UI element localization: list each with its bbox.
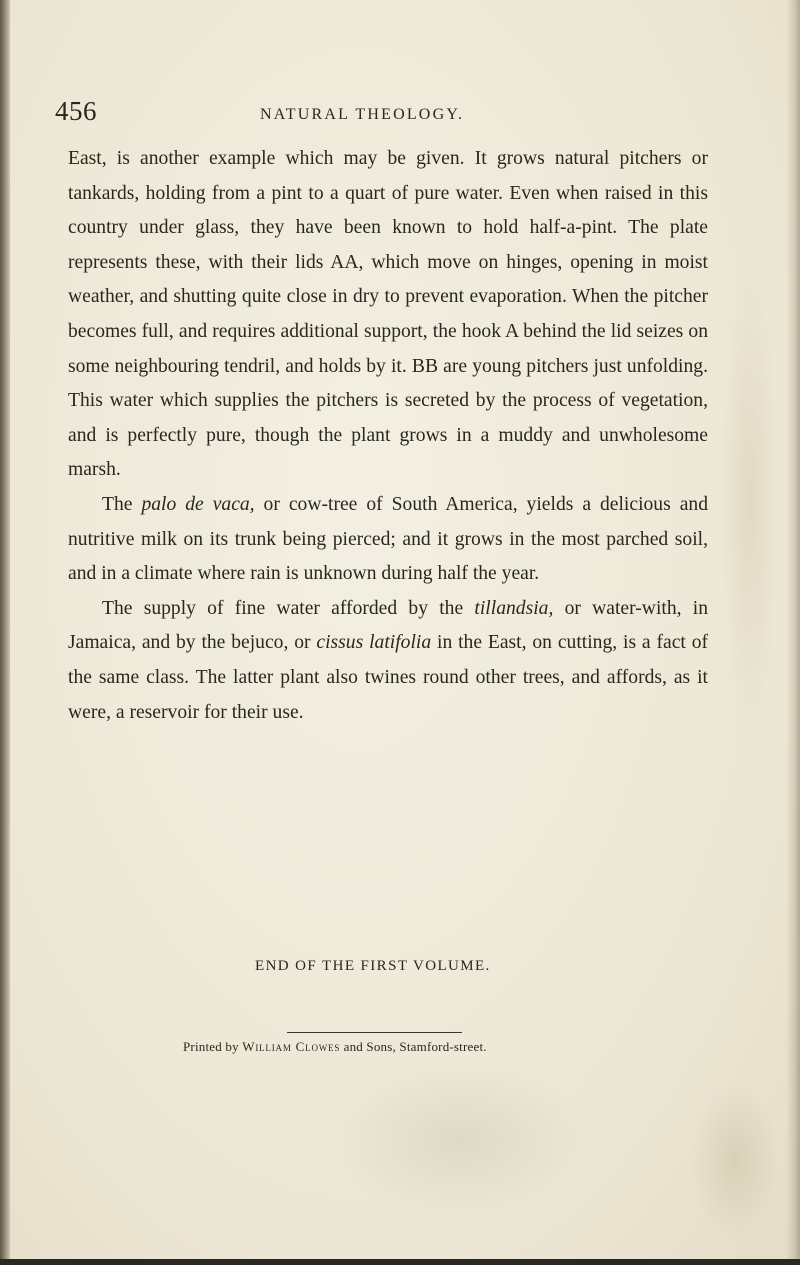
imprint-suffix: and Sons, Stamford-street. [340, 1039, 487, 1054]
paper-stain [720, 250, 780, 750]
imprint-rule [287, 1032, 462, 1033]
imprint-printer: William Clowes [242, 1039, 341, 1054]
paragraph-1-text: East, is another example which may be given. It grows natural pitchers or tankards, holding from a pint to a quart of pure water. Even when raised in this country under glass, they have been known to hold half-a-pint. The plate represents these, with their lids AA, which move on hinges, opening in moist weather, and shutting quite close in dry to prevent evaporation. When the pitcher becomes full, and requires additional support, the hook A behind the lid seizes on some neighbouring tendril, and holds by it. BB are young pitchers just unfolding. This water which supplies the pitchers is secreted by the process of vegetation, and is perfectly pure, though the plant grows in a muddy and unwholesome marsh. [68, 148, 708, 481]
page-bottom-edge [0, 1259, 800, 1265]
page-edge-shadow [786, 0, 800, 1265]
page-number: 456 [55, 96, 97, 126]
running-head: NATURAL THEOLOGY. [260, 106, 465, 123]
printer-imprint [183, 1039, 487, 1055]
page-header [55, 96, 715, 136]
paragraph-2 [68, 488, 708, 592]
body-text [68, 142, 708, 730]
paragraph-1 [68, 142, 708, 488]
imprint-prefix: Printed by [183, 1039, 243, 1054]
book-spine-shadow [0, 0, 10, 1265]
end-of-volume-note: END OF THE FIRST VOLUME. [255, 958, 491, 974]
paragraph-3-text-c: in the East, on cutting, is a fact of the same class. The latter plant also twines round other trees, and affords, as it were, a reservoir for their use. [68, 632, 709, 723]
paragraph-2-italic-term: palo de vaca, [141, 493, 255, 515]
paragraph-2-text-b: or cow-tree of South America, yields a delicious and nutritive milk on its trunk being pierced; and it grows in the most parched soil, and in a climate where rain is unknown during half the year. [68, 493, 708, 585]
paragraph-3-text-b: or water-with, in Jamaica, and by the bejuco, or [68, 597, 708, 654]
paragraph-3-text-a: The supply of fine water afforded by the [102, 597, 475, 619]
paper-stain [690, 1080, 780, 1240]
paragraph-2-text-a: The [102, 493, 142, 515]
paragraph-3-italic-term-1: tillandsia, [474, 597, 554, 619]
paper-stain [330, 1060, 590, 1220]
paragraph-3-italic-term-2: cissus latifolia [316, 632, 432, 654]
paragraph-3 [68, 592, 708, 730]
